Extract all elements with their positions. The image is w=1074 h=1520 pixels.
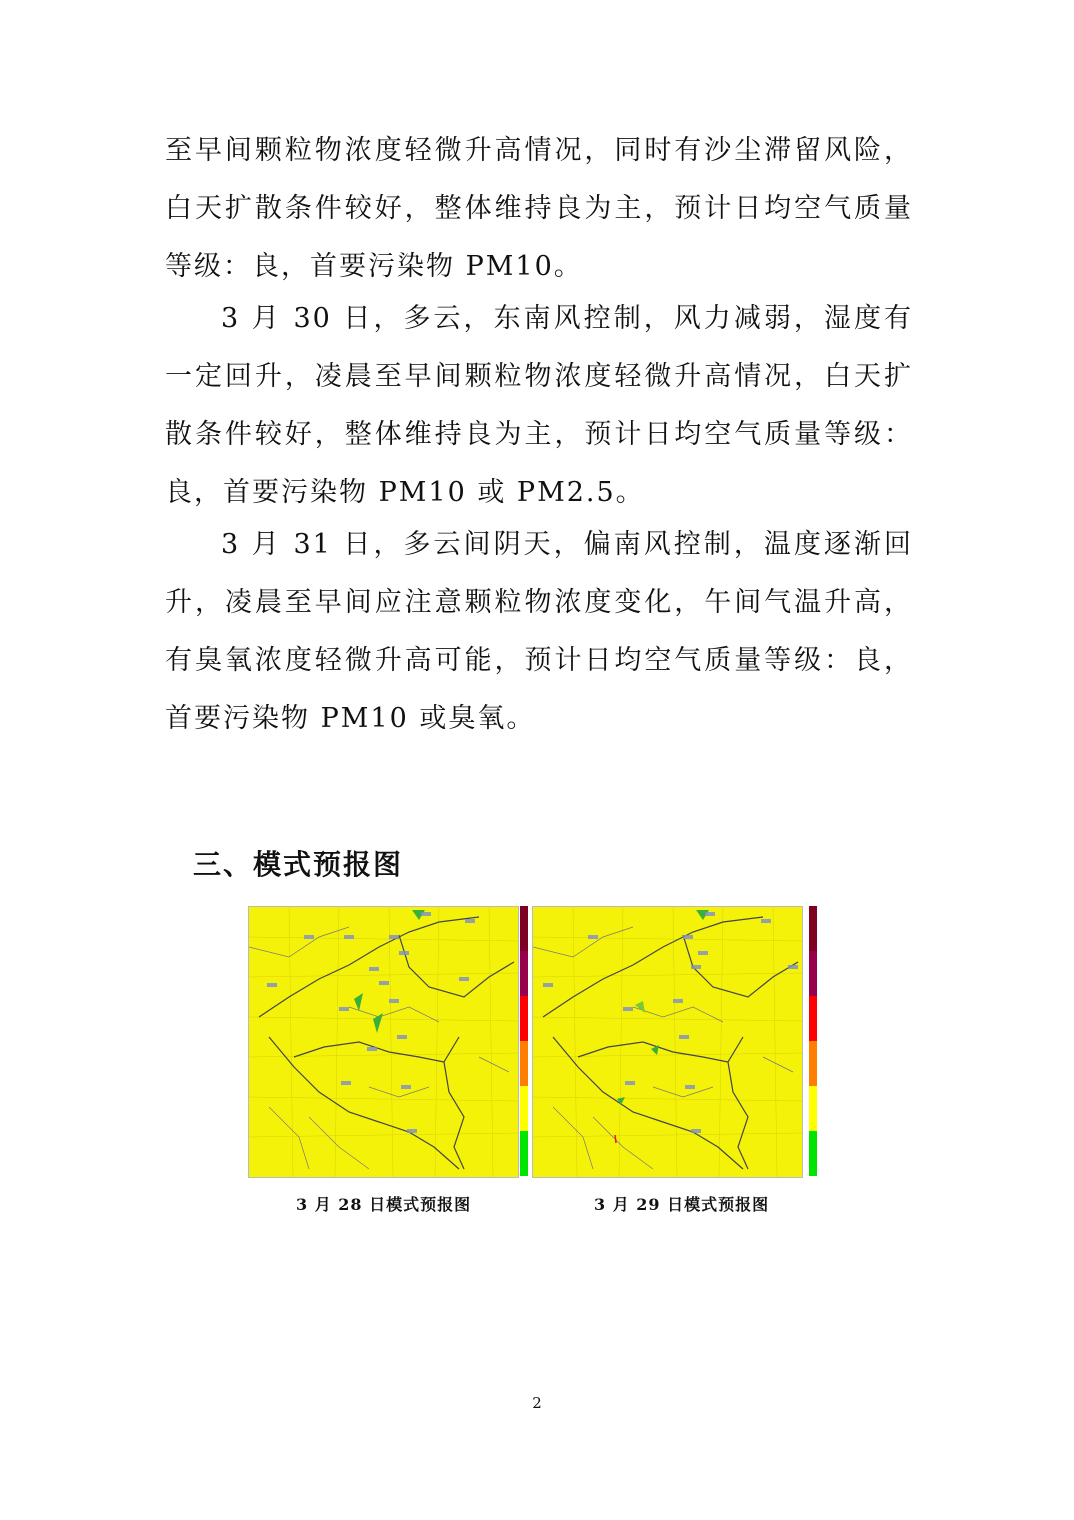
figure-caption-1: 3 月 28 日模式预报图 <box>296 1195 472 1214</box>
forecast-map-mar29 <box>532 906 803 1178</box>
legend-swatch <box>520 951 528 996</box>
legend-swatch <box>520 1086 528 1131</box>
color-scale-legend-1 <box>520 906 528 1176</box>
legend-swatch <box>809 1041 817 1086</box>
color-scale-legend-2 <box>809 906 817 1176</box>
forecast-map-mar29-graphic <box>533 907 802 1177</box>
legend-swatch <box>520 996 528 1041</box>
paragraph-3: 3 月 31 日，多云间阴天，偏南风控制，温度逐渐回升，凌晨至早间应注意颗粒物浓度变化，午间气温升高，有臭氧浓度轻微升高可能，预计日均空气质量等级：良，首要污染物 PM10 或臭氧。 <box>165 529 913 734</box>
legend-swatch <box>520 1131 528 1176</box>
page-number: 2 <box>532 1394 542 1412</box>
paragraph-1: 至早间颗粒物浓度轻微升高情况，同时有沙尘滞留风险，白天扩散条件较好，整体维持良为主，预计日均空气质量等级：良，首要污染物 PM10。 <box>165 135 913 282</box>
paragraph-2: 3 月 30 日，多云，东南风控制，风力减弱，湿度有一定回升，凌晨至早间颗粒物浓度轻微升高情况，白天扩散条件较好，整体维持良为主，预计日均空气质量等级：良，首要污染物 PM10 或 PM2.5。 <box>165 303 913 508</box>
legend-swatch <box>809 951 817 996</box>
legend-swatch <box>809 906 817 951</box>
legend-swatch <box>809 996 817 1041</box>
legend-swatch <box>809 1131 817 1176</box>
legend-swatch <box>809 1086 817 1131</box>
forecast-map-mar28 <box>248 906 519 1178</box>
figure-caption-2: 3 月 29 日模式预报图 <box>594 1195 770 1214</box>
section-heading: 三、模式预报图 <box>193 848 404 881</box>
forecast-map-mar28-graphic <box>249 907 518 1177</box>
legend-swatch <box>520 906 528 951</box>
legend-swatch <box>520 1041 528 1086</box>
